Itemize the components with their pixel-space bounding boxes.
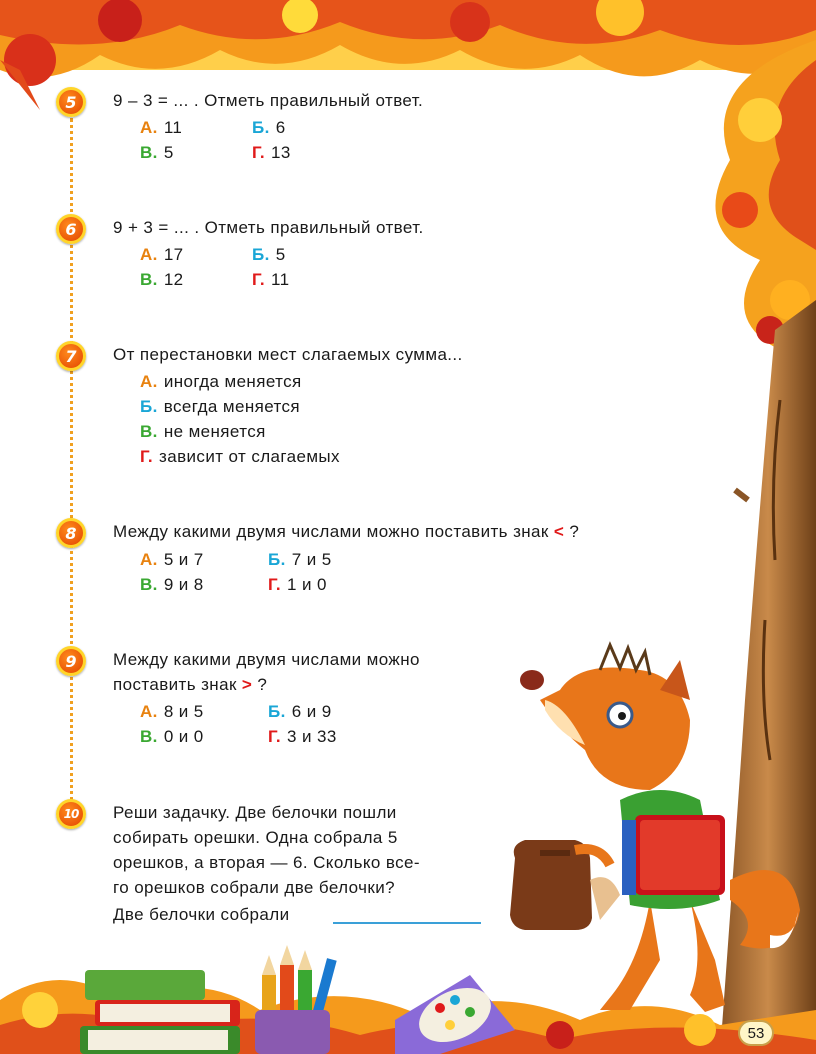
question-9-line-1: Между какими двумя числами можно — [113, 650, 420, 669]
books-stack — [80, 970, 240, 1054]
option-b[interactable]: Б. всегда меняется — [140, 397, 301, 416]
option-a[interactable]: А. 11 — [140, 118, 183, 137]
question-10-line-2: собирать орешки. Одна собрала 5 — [113, 828, 398, 847]
answer-blank[interactable] — [333, 922, 481, 924]
option-g[interactable]: Г. 11 — [252, 270, 290, 289]
question-8-text: Между какими двумя числами можно поставить знак < ? — [113, 522, 580, 541]
question-10-line-1: Реши задачку. Две белочки пошли — [113, 803, 397, 822]
option-a[interactable]: А. 8 и 5 — [140, 702, 204, 721]
question-number-badge: 5 — [56, 87, 86, 117]
answer-prompt: Две белочки собрали — [113, 905, 290, 924]
question-6-text: 9 + 3 = ... . Отметь правильный ответ. — [113, 218, 424, 237]
option-b[interactable]: Б. 5 — [252, 245, 286, 264]
option-g[interactable]: Г. зависит от слагаемых — [140, 447, 340, 466]
option-v[interactable]: В. 5 — [140, 143, 174, 162]
option-b[interactable]: Б. 7 и 5 — [268, 550, 332, 569]
question-7-text: От перестановки мест слагаемых сумма... — [113, 345, 463, 364]
option-g[interactable]: Г. 1 и 0 — [268, 575, 327, 594]
option-g[interactable]: Г. 13 — [252, 143, 291, 162]
less-than-sign: < — [553, 522, 565, 541]
option-v[interactable]: В. 9 и 8 — [140, 575, 204, 594]
option-b[interactable]: Б. 6 и 9 — [268, 702, 332, 721]
pencils — [255, 945, 337, 1054]
option-v[interactable]: В. 0 и 0 — [140, 727, 204, 746]
option-b[interactable]: Б. 6 — [252, 118, 286, 137]
greater-than-sign: > — [241, 675, 253, 694]
question-number-badge: 9 — [56, 646, 86, 676]
question-number-badge: 10 — [56, 799, 86, 829]
question-9-line-2: поставить знак > ? — [113, 675, 268, 694]
question-5-text: 9 – 3 = ... . Отметь правильный ответ. — [113, 91, 424, 110]
question-number-badge: 8 — [56, 518, 86, 548]
page-number: 53 — [738, 1020, 774, 1046]
option-a[interactable]: А. 5 и 7 — [140, 550, 204, 569]
option-v[interactable]: В. 12 — [140, 270, 184, 289]
question-number-badge: 7 — [56, 341, 86, 371]
option-g[interactable]: Г. 3 и 33 — [268, 727, 337, 746]
question-10-line-3: орешков, а вторая — 6. Сколько все- — [113, 853, 420, 872]
option-v[interactable]: В. не меняется — [140, 422, 266, 441]
option-a[interactable]: А. иногда меняется — [140, 372, 302, 391]
question-10-line-4: го орешков собрали две белочки? — [113, 878, 395, 897]
question-number-badge: 6 — [56, 214, 86, 244]
option-a[interactable]: А. 17 — [140, 245, 184, 264]
